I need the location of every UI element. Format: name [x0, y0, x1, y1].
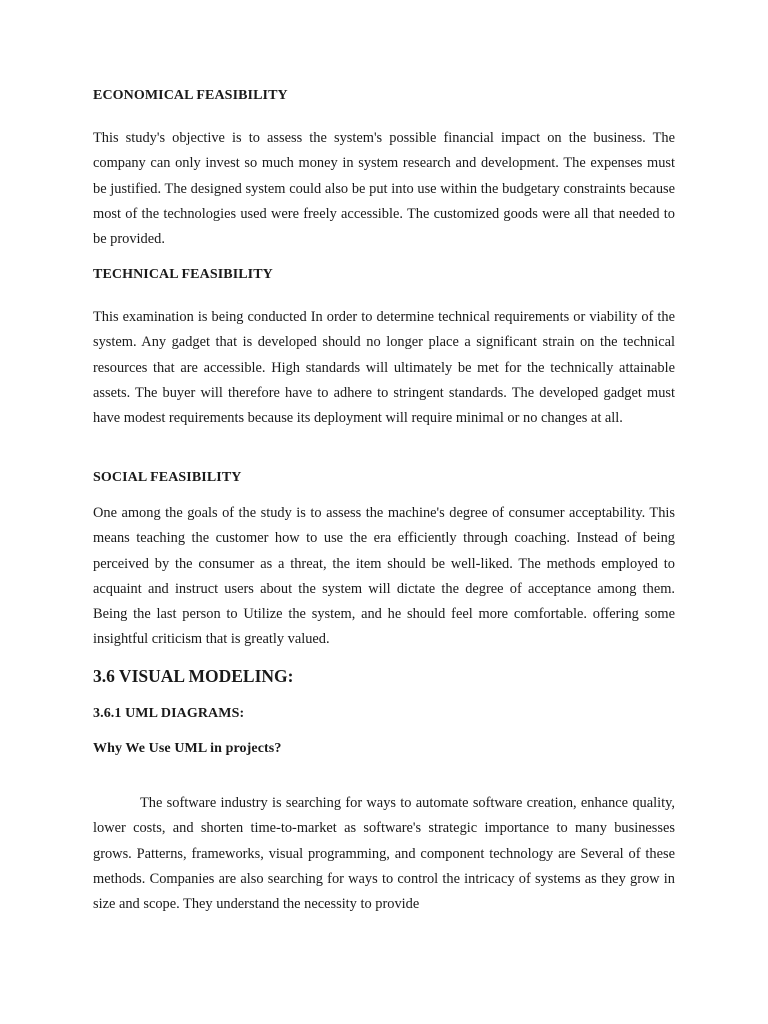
- social-feasibility-heading: SOCIAL FEASIBILITY: [93, 470, 242, 485]
- visual-modeling-heading: 3.6 VISUAL MODELING:: [93, 666, 294, 686]
- economical-feasibility-heading: ECONOMICAL FEASIBILITY: [93, 88, 288, 103]
- technical-feasibility-paragraph: This examination is being conducted In order to determine technical requirements or viability of the system. Any gadget that is developed should no longer place a significant strain on the technical resources that are accessible. High standards will ultimately be met for the technically attainable assets. The buyer will therefore have to adhere to stringent standards. The developed gadget must have modest requirements because its deployment will require minimal or no changes at all.: [93, 309, 675, 427]
- economical-feasibility-paragraph: This study's objective is to assess the system's possible financial impact on the business. The company can only invest so much money in system research and development. The expenses must be justified. The designed system could also be put into use within the budgetary constraints because most of the technologies used were freely accessible. The customized goods were all that needed to be provided.: [93, 130, 675, 248]
- why-uml-heading: Why We Use UML in projects?: [93, 741, 282, 756]
- technical-feasibility-heading: TECHNICAL FEASIBILITY: [93, 267, 273, 282]
- why-uml-paragraph: The software industry is searching for ways to automate software creation, enhance quality, lower costs, and shorten time-to-market as software's strategic importance to many businesses grows. Patterns, frameworks, visual programming, and component technology are Several of these methods. Companies are also searching for ways to control the intricacy of systems as they grow in size and scope. They understand the necessity to provide: [93, 795, 675, 913]
- social-feasibility-paragraph: One among the goals of the study is to assess the machine's degree of consumer acceptability. This means teaching the customer how to use the era efficiently through coaching. Instead of being perceived by the consumer as a threat, the item should be well-liked. The methods employed to acquaint and instruct users about the system will dictate the degree of acceptance among them. Being the last person to Utilize the system, and he should feel more comfortable. offering some insightful criticism that is greatly valued.: [93, 505, 675, 648]
- uml-diagrams-heading: 3.6.1 UML DIAGRAMS:: [93, 706, 245, 721]
